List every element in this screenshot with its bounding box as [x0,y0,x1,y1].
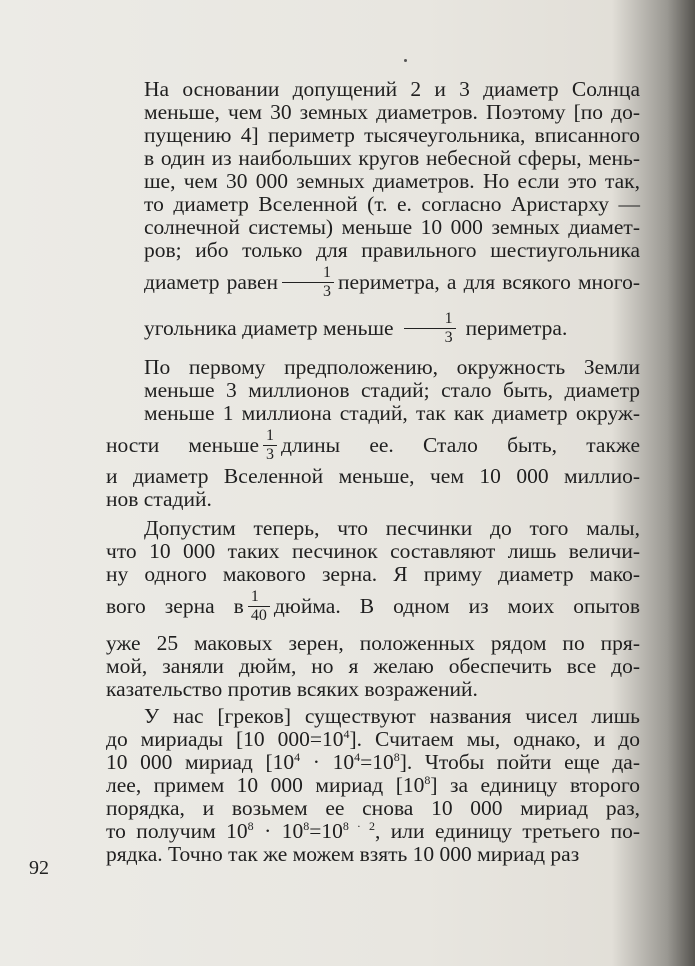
text-fragment: · 10 [300,750,355,774]
fraction-numerator: 1 [282,264,334,283]
exponent: 8 [393,749,400,764]
fraction-denominator: 3 [266,445,274,463]
text-fragment: до мириады [10 000=10 [106,727,344,751]
text-fragment: угольника диаметр меньше [144,316,394,340]
text-line: ше, чем 30 000 земных диаметров. Но если это так, [144,169,640,193]
text-line: У нас [греков] существуют названия чисел лишь [144,704,640,728]
body-text [106,78,640,866]
fraction-denominator: 3 [323,282,332,300]
print-speck [404,59,407,62]
text-line [106,586,640,626]
text-line: меньше 3 миллионов стадий; стало быть, диаметр [144,378,640,402]
text-line: ну одного макового зерна. Я приму диаметр мако- [106,562,640,586]
paragraph [106,517,640,701]
text-line: порядка, и возьмем ее снова 10 000 мириад раз, [106,796,640,820]
text-line: На основании допущений 2 и 3 диаметр Солнца [144,77,640,101]
exponent: 8 [424,772,431,787]
exponent: 4 [354,749,361,764]
text-fragment: 10 000 мириад [10 [106,750,295,774]
text-line: По первому предположению, окружность Земли [144,355,640,379]
text-fragment: ] за единицу второго [430,773,640,797]
paragraph [106,78,640,348]
text-line: солнечной системы) меньше 10 000 земных диамет- [144,215,640,239]
fraction-numerator: 1 [404,310,456,329]
exponent: 8 [247,818,254,833]
text-fragment: ности меньше [106,433,259,457]
text-line: пущению 4] периметр тысячеугольника, вписанного [144,123,640,147]
exponent: 4 [294,749,301,764]
text-fragment: длины ее. Стало быть, также [281,433,641,457]
page-number: 92 [29,857,49,879]
fraction-numerator: 1 [263,427,277,446]
text-line [106,425,640,465]
exponent: 4 [343,726,350,741]
text-line: в один из наибольших кругов небесной сферы, мень- [144,146,640,170]
text-line: меньше 1 миллиона стадий, так как диаметр окруж- [144,401,640,425]
fraction-denominator: 3 [444,328,453,346]
fraction [248,588,270,625]
paragraph [106,356,640,511]
fraction-denominator: 40 [250,606,267,624]
text-line: Допустим теперь, что песчинки до того малы, [144,516,640,540]
paragraph [106,705,640,866]
text-line [106,262,640,302]
text-line [106,774,640,797]
text-fragment: периметра. [465,316,568,340]
text-fragment: вого зерна в [106,594,244,618]
text-line: ров; ибо только для правильного шестиугольника [144,238,640,262]
text-fragment: диаметр равен [144,270,279,294]
text-fragment: то получим 10 [106,819,248,843]
text-fragment: ]. Считаем мы, однако, и до [349,727,640,751]
text-line [106,820,640,843]
fraction [404,310,456,347]
text-fragment: лее, примем 10 000 мириад [10 [106,773,425,797]
text-line [106,751,640,774]
text-line: меньше, чем 30 земных диаметров. Поэтому [по до- [144,100,640,124]
text-fragment: периметра, а для всякого много- [338,270,640,294]
exponent: 8 [303,818,310,833]
text-fragment: · 10 [253,819,304,843]
text-line [106,308,640,348]
exponent: 8 · 2 [342,818,375,833]
text-fragment: =10 [309,819,343,843]
text-fragment: =10 [360,750,394,774]
text-line: что 10 000 таких песчинок составляют лишь величи- [106,539,640,563]
text-line: нов стадий. [106,487,212,511]
text-line: уже 25 маковых зерен, положенных рядом по пря- [106,631,640,655]
fraction [282,264,334,301]
text-fragment: , или единицу третьего по- [374,819,640,843]
text-fragment: дюйма. В одном из моих опытов [273,594,640,618]
text-line: и диаметр Вселенной меньше, чем 10 000 миллио- [106,464,640,488]
text-line: казательство против всяких возражений. [106,677,478,701]
text-line [106,728,640,751]
text-line: рядка. Точно так же можем взять 10 000 мириад раз [106,842,580,866]
text-fragment: ]. Чтобы пойти еще да- [399,750,640,774]
text-line: то диаметр Вселенной (т. е. согласно Аристарху — [144,192,640,216]
fraction [263,427,277,464]
fraction-numerator: 1 [248,588,270,607]
text-line: мой, заняли дюйм, но я желаю обеспечить все до- [106,654,640,678]
